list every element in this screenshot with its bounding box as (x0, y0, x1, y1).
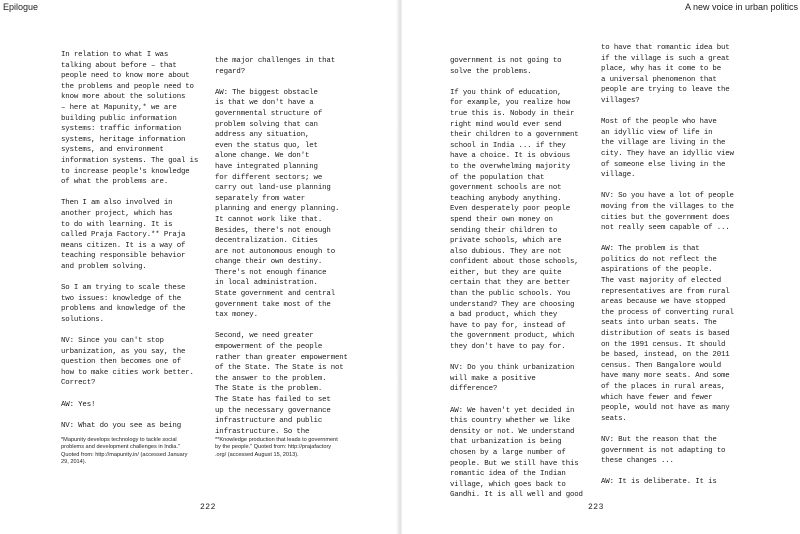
text-line: tax money. (215, 311, 258, 320)
text-line: which have fewer and fewer (601, 393, 713, 402)
text-line: planning and energy planning. (215, 205, 340, 214)
text-line: an idyllic view of life in (601, 128, 713, 137)
text-line: carry out land-use planning (215, 184, 331, 193)
text-line: for different sectors; we (215, 173, 323, 182)
text-line: how to make cities work better. (61, 368, 194, 377)
footnote-line: by the people." Quoted from: http://prajafactory (215, 444, 332, 451)
text-line: seats into urban seats. The (601, 319, 717, 328)
text-line: of the State. The State is not (215, 364, 344, 373)
text-line: systems, heritage information (61, 135, 186, 144)
text-line: building public information (61, 114, 177, 123)
text-line: to have that romantic idea but (601, 44, 730, 52)
text-line: for example, you realize how (450, 99, 570, 108)
text-line: to do with learning. It is (61, 220, 173, 229)
paragraph (450, 363, 583, 395)
text-line: government take most of the (215, 300, 331, 309)
text-line: – here at Mapunity,* we are (61, 103, 177, 112)
text-line: systems: traffic information (61, 125, 181, 134)
text-column-1 (61, 50, 198, 431)
page-number-right: 223 (588, 503, 604, 512)
text-line: a bad product, which they (450, 311, 558, 320)
text-line: government schools are not (450, 184, 562, 193)
text-line: the problems and people need to (61, 82, 194, 91)
left-page (0, 0, 398, 534)
footnote-praja-factory (215, 437, 338, 459)
text-line: talking about before – that (61, 61, 177, 70)
text-line: Second, we need greater (215, 332, 314, 341)
text-line: of the population that (450, 173, 545, 182)
footnote-line: problems and development challenges in India." (61, 444, 180, 451)
text-line: of what the problems are. (61, 178, 169, 187)
footnote-line: 29, 2014). (61, 459, 87, 466)
text-line: to increase people's knowledge (61, 167, 190, 176)
text-line: It cannot work like that. (215, 215, 323, 224)
text-line: difference? (450, 385, 498, 394)
text-line: even the status quo, let (215, 141, 318, 150)
paragraph (61, 421, 198, 432)
text-line: if the village is such a great (601, 54, 730, 63)
text-line: In relation to what I was (61, 51, 169, 59)
text-line: alone change. We don't (215, 152, 310, 161)
text-line: two issues: knowledge of the (61, 294, 181, 303)
text-line: NV: What do you see as being (61, 421, 181, 430)
right-page (402, 0, 800, 534)
text-line: the answer to the problem. (215, 374, 327, 383)
text-line: address any situation, (215, 131, 310, 140)
text-line: distribution of seats is based (601, 330, 730, 339)
text-line: this country whether we like (450, 417, 570, 426)
text-line: and problem solving. (61, 262, 147, 271)
paragraph (601, 244, 734, 424)
text-line: urbanization, as you say, the (61, 347, 186, 356)
text-line: infrastructure. So the (215, 427, 310, 436)
text-line: up the necessary governance (215, 406, 331, 415)
text-line: census. Then Bangalore would (601, 361, 721, 370)
text-line: Even desperately poor people (450, 205, 570, 214)
text-line: government is not adapting to (601, 446, 726, 455)
paragraph (601, 43, 734, 107)
text-line: of someone else living in the (601, 160, 726, 169)
text-line: have to pay for, instead of (450, 321, 566, 330)
text-line: they don't have to pay for. (450, 343, 566, 352)
text-line: confident about those schools, (450, 258, 579, 267)
paragraph (601, 435, 734, 467)
text-line: right mind would ever send (450, 120, 562, 129)
text-line: representatives are from rural (601, 287, 730, 296)
text-line: infrastructure and public (215, 417, 323, 426)
text-line: village, which goes back to (450, 480, 566, 489)
running-head-left: Epilogue (3, 2, 39, 12)
text-line: teaching anybody anything. (450, 194, 562, 203)
text-column-3 (450, 56, 583, 501)
text-line: will make a positive (450, 374, 536, 383)
paragraph (601, 477, 734, 488)
text-line: people need to know more about (61, 72, 190, 81)
text-line: If you think of education, (450, 88, 562, 97)
text-line: Then I am also involved in (61, 199, 173, 208)
text-line: solutions. (61, 315, 104, 324)
paragraph (601, 117, 734, 181)
text-line: have integrated planning (215, 162, 318, 171)
text-line: decentralization. Cities (215, 237, 318, 246)
text-line: rather than greater empowerment (215, 353, 348, 362)
paragraph (61, 400, 198, 411)
running-head-right: A new voice in urban politics (684, 2, 798, 12)
text-line: of the places in rural areas, (601, 383, 726, 391)
text-line: the process of converting rural (601, 308, 734, 317)
paragraph (61, 50, 198, 188)
text-line: AW: The problem is that (601, 245, 700, 254)
paragraph (450, 406, 583, 501)
text-line: teaching responsible behavior (61, 252, 186, 261)
text-line: place, why has it come to be (601, 65, 721, 74)
text-line: city. They have an idyllic view (601, 149, 734, 158)
text-line: Most of the people who have (601, 118, 717, 127)
text-line: that urbanization is being (450, 438, 562, 447)
paragraph (601, 191, 734, 233)
text-line: school in India ... if they (450, 141, 566, 150)
text-line: Besides, there's not enough (215, 226, 331, 235)
page-number-left: 222 (200, 503, 216, 512)
text-line: is that we don't have a (215, 99, 314, 108)
text-line: have a choice. It is obvious (450, 152, 570, 161)
text-line: AW: The biggest obstacle (215, 88, 318, 97)
paragraph (61, 283, 198, 325)
text-line: villages? (601, 96, 640, 105)
text-line: another project, which has (61, 209, 173, 218)
text-line: areas because we have stopped (601, 298, 726, 307)
paragraph (215, 331, 348, 437)
text-line: aspirations of the people. (601, 266, 713, 275)
paragraph (450, 56, 583, 77)
text-line: have many more seats. And some (601, 372, 730, 381)
text-line: the government product, which (450, 332, 575, 341)
paragraph (215, 56, 348, 77)
text-line: information systems. The goal is (61, 156, 199, 165)
text-line: NV: But the reason that the (601, 435, 717, 444)
text-line: The vast majority of elected (601, 277, 721, 286)
text-line: a universal phenomenon that (601, 75, 717, 84)
footnote-line: *Mapunity develops technology to tackle social (61, 437, 177, 443)
text-line: solve the problems. (450, 67, 532, 76)
text-line: on the 1991 census. It should (601, 340, 726, 349)
text-line: State government and central (215, 290, 335, 299)
text-line: people are trying to leave the (601, 86, 730, 95)
footnote-line: **Knowledge production that leads to government (215, 437, 338, 443)
text-line: to the overwhelming majority (450, 162, 570, 171)
text-line: cities but the government does (601, 213, 730, 222)
paragraph (450, 88, 583, 353)
text-line: problems and knowledge of the (61, 305, 186, 314)
text-line: governmental structure of (215, 109, 323, 118)
text-line: Correct? (61, 379, 96, 388)
text-line: are not autonomous enough to (215, 247, 335, 256)
text-line: There's not enough finance (215, 268, 327, 277)
text-line: question then becomes one of (61, 358, 181, 367)
text-column-2 (215, 56, 348, 437)
text-line: either, but they are quite (450, 268, 562, 277)
footnote-mapunity (61, 437, 187, 467)
text-line: regard? (215, 67, 245, 76)
text-line: So I am trying to scale these (61, 284, 186, 293)
text-line: AW: We haven't yet decided in (450, 406, 575, 415)
text-line: the major challenges in that (215, 57, 335, 65)
text-line: sending their children to (450, 226, 558, 235)
text-line: moving from the villages to the (601, 202, 734, 211)
text-line: be based, instead, on the 2011 (601, 351, 730, 360)
text-line: the village are living in the (601, 139, 726, 148)
text-line: their children to a government (450, 131, 579, 140)
text-line: density or not. We understand (450, 427, 575, 436)
text-line: people, would not have as many (601, 404, 730, 413)
text-line: systems, and environment (61, 146, 164, 155)
text-line: spend their own money on (450, 215, 553, 224)
text-line: politics do not reflect the (601, 255, 717, 264)
text-line: private schools, which are (450, 237, 562, 246)
paragraph (61, 198, 198, 272)
text-line: government is not going to (450, 57, 562, 65)
text-line: change their own destiny. (215, 258, 323, 267)
text-line: true this is. Nobody in their (450, 109, 575, 118)
text-line: NV: Do you think urbanization (450, 364, 575, 373)
text-line: know more about the solutions (61, 93, 186, 102)
paragraph (61, 336, 198, 389)
text-line: these changes ... (601, 457, 674, 466)
text-line: certain that they are better (450, 279, 570, 288)
text-line: problem solving that can (215, 120, 318, 129)
text-line: romantic idea of the Indian (450, 470, 566, 479)
text-line: not really seem capable of ... (601, 224, 730, 233)
text-line: chosen by a large number of (450, 448, 566, 457)
text-line: in local administration. (215, 279, 318, 288)
text-line: than the public schools. You (450, 290, 570, 299)
text-line: also dubious. They are not (450, 247, 562, 256)
paragraph (215, 88, 348, 321)
text-line: The State is the problem. (215, 385, 323, 394)
text-line: means citizen. It is a way of (61, 241, 186, 250)
text-line: empowerment of the people (215, 343, 323, 352)
text-line: NV: So you have a lot of people (601, 192, 734, 201)
footnote-line: .org/ (accessed August 15, 2013). (215, 451, 299, 458)
text-line: AW: Yes! (61, 400, 96, 409)
footnote-line: Quoted from: http://mapunity.in/ (accessed January (61, 451, 188, 458)
text-line: Gandhi. It is all well and good (450, 491, 583, 500)
text-line: separately from water (215, 194, 305, 203)
text-line: understand? They are choosing (450, 300, 575, 309)
text-line: called Praja Factory.** Praja (61, 231, 186, 240)
text-line: The State has failed to set (215, 396, 331, 404)
text-line: NV: Since you can't stop (61, 337, 164, 346)
text-line: people. But we still have this (450, 459, 579, 468)
text-line: AW: It is deliberate. It is (601, 478, 717, 487)
text-line: village. (601, 171, 636, 180)
text-line: seats. (601, 414, 627, 423)
text-column-4 (601, 43, 734, 488)
